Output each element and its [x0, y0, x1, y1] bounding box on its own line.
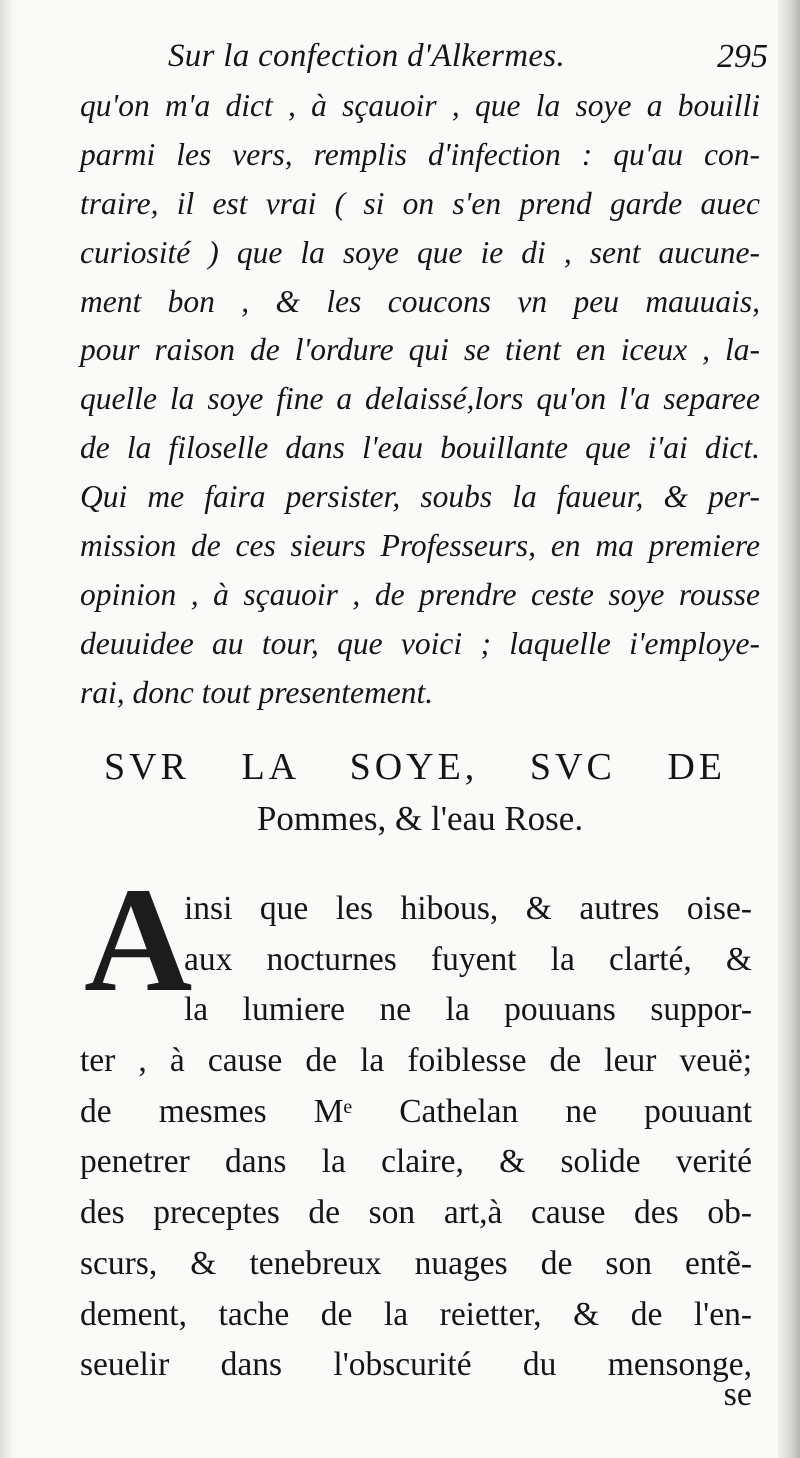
text-line: curiosité ) que la soye que ie di , sent aucune- [80, 234, 760, 270]
section-heading [80, 742, 760, 846]
body-paragraph [80, 884, 752, 1391]
drop-cap: A [84, 857, 193, 1023]
page-gutter [778, 0, 800, 1458]
text-line: de mesmes Mᵉ Cathelan ne pouuant [80, 1092, 752, 1130]
text-line: rai, donc tout presentement. [80, 674, 434, 710]
running-head [168, 34, 768, 84]
text-line: opinion , à sçauoir , de prendre ceste soye rousse [80, 576, 760, 612]
text-line: pour raison de l'ordure qui se tient en iceux , la- [80, 332, 760, 368]
text-line: Qui me faira persister, soubs la faueur, & per- [80, 479, 760, 515]
text-line: penetrer dans la claire, & solide verité [80, 1143, 752, 1181]
text-line: deuuidee au tour, que voici ; laquelle i'employe- [80, 625, 760, 661]
text-line: ment bon , & les coucons vn peu mauuais, [80, 283, 760, 319]
text-line: aux nocturnes fuyent la clarté, & [184, 940, 752, 978]
text-line: parmi les vers, remplis d'infection : qu'au con- [80, 136, 760, 172]
text-line: la lumiere ne la pouuans suppor- [184, 991, 752, 1029]
heading-line: Pommes, & l'eau Rose. [256, 799, 584, 838]
text-line: seuelir dans l'obscurité du mensonge, [80, 1346, 752, 1384]
text-line: traire, il est vrai ( si on s'en prend garde auec [80, 185, 760, 221]
page-edge-shadow [0, 0, 14, 1458]
text-line: insi que les hibous, & autres oise- [184, 890, 752, 927]
running-title: Sur la confection d'Alkermes. [168, 38, 565, 74]
text-line: scurs, & tenebreux nuages de son entẽ- [80, 1244, 752, 1282]
text-line: dement, tache de la reietter, & de l'en- [80, 1295, 752, 1333]
text-line: de la filoselle dans l'eau bouillante que i'ai dict. [80, 430, 760, 466]
page-number: 295 [717, 38, 768, 75]
text-line: qu'on m'a dict , à sçauoir , que la soye a bouilli [80, 88, 760, 123]
text-line: ter , à cause de la foiblesse de leur veuë; [80, 1042, 752, 1080]
text-line: quelle la soye fine a delaissé,lors qu'on l'a separee [80, 381, 760, 417]
heading-line: SVR LA SOYE, SVC DE [104, 746, 726, 788]
text-line: des preceptes de son art,à cause des ob- [80, 1194, 752, 1232]
text-line: mission de ces sieurs Professeurs, en ma premiere [80, 528, 760, 564]
italic-paragraph [80, 82, 760, 718]
catchword: se [723, 1376, 752, 1413]
